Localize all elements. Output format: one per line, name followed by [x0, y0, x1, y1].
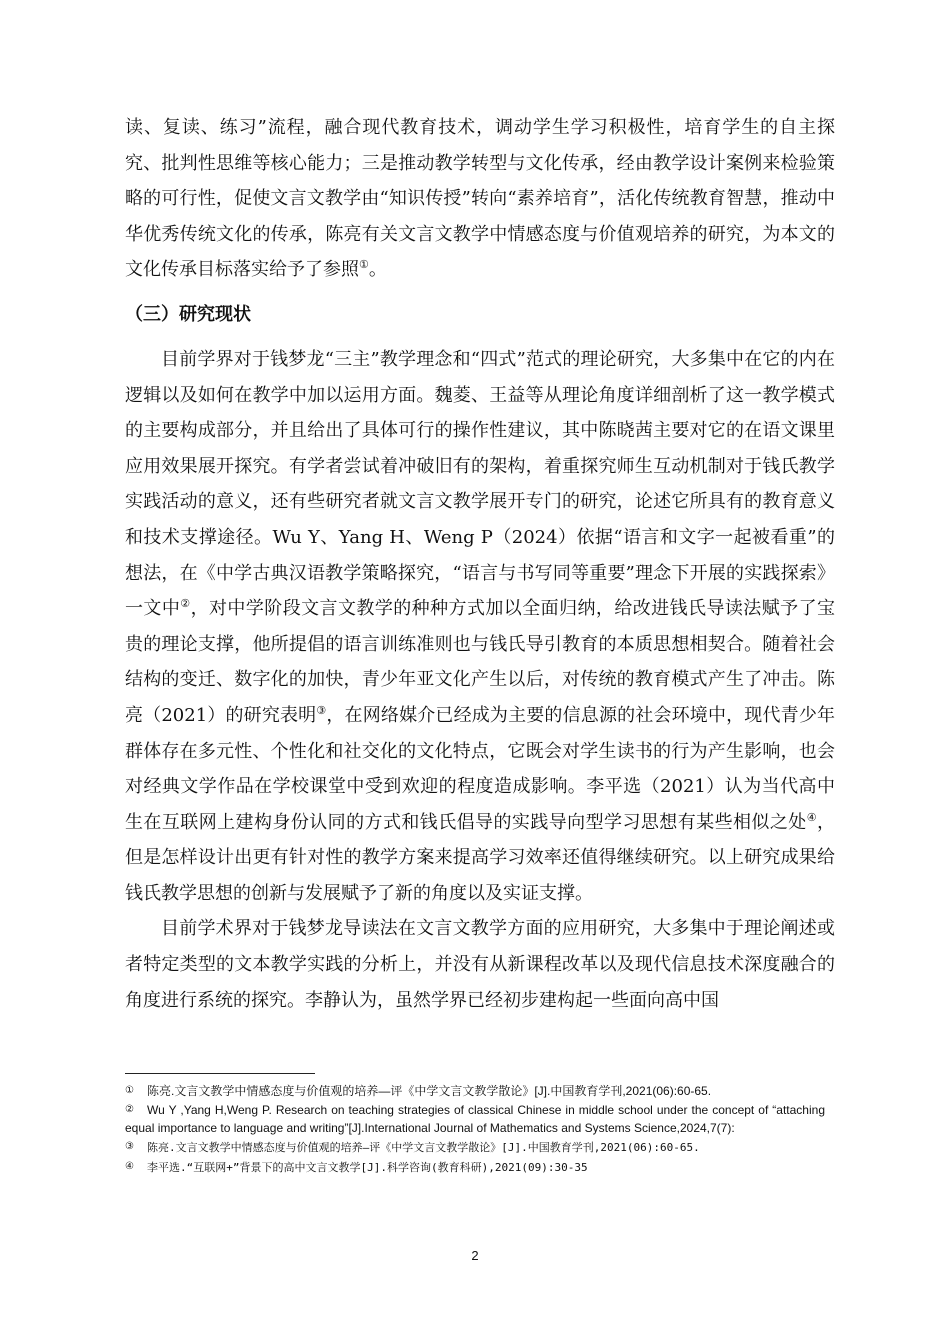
footnote-text-1: 陈亮.文言文教学中情感态度与价值观的培养—评《中学文言文教学散论》[J].中国教育学刊,2021(06):60-65.	[147, 1084, 712, 1098]
section-heading: （三）研究现状	[125, 303, 251, 325]
footnote-1	[125, 1082, 825, 1100]
footnote-mark-2: ②	[125, 1104, 134, 1115]
footnote-ref-4[interactable]: ④	[806, 810, 817, 824]
paragraph-1-text: 读、复读、练习”流程，融合现代教育技术，调动学生学习积极性，培育学生的自主探究、批判性思维等核心能力；三是推动教学转型与文化传承，经由教学设计案例来检验策略的可行性，促使文言文教学由“知识传授”转向“素养培育”，活化传统教育智慧，推动中华优秀传统文化的传承，陈亮有关文言文教学中情感态度与价值观培养的研究，为本文的文化传承目标落实给予了参照	[125, 117, 835, 281]
paragraph-2-text-b: ，对中学阶段文言文教学的种种方式加以全面归纳，给改进钱氏导读法赋予了宝贵的理论支撑，他所提倡的语言训练准则也与钱氏导引教育的本质思想相契合。随着社会结构的变迁、数字化的加快，青少年亚文化产生以后，对传统的教育模式产生了冲击。陈亮（2021）的研究表明	[125, 598, 836, 726]
body-text	[125, 110, 835, 1018]
footnote-ref-1[interactable]: ①	[359, 258, 369, 272]
footnote-ref-2[interactable]: ②	[180, 597, 191, 611]
footnote-mark-4: ④	[125, 1161, 134, 1172]
paragraph-1	[125, 110, 835, 288]
footnote-ref-3[interactable]: ③	[316, 703, 327, 717]
paragraph-3: 目前学术界对于钱梦龙导读法在文言文教学方面的应用研究，大多集中于理论阐述或者特定类型的文本教学实践的分析上，并没有从新课程改革以及现代信息技术深度融合的角度进行系统的探究。李静认为，虽然学界已经初步建构起一些面向高中国	[125, 918, 835, 1011]
footnotes	[125, 1082, 825, 1178]
footnote-mark-3: ③	[125, 1141, 134, 1152]
footnote-text-3: 陈亮.文言文教学中情感态度与价值观的培养—评《中学文言文教学散论》[J].中国教育学刊,2021(06):60-65.	[147, 1141, 700, 1154]
footnote-2	[125, 1101, 825, 1137]
paragraph-1-end: 。	[368, 259, 387, 281]
paragraph-2-text-a: 目前学界对于钱梦龙“三主”教学理念和“四式”范式的理论研究，大多集中在它的内在逻辑以及如何在教学中加以运用方面。魏菱、王益等从理论角度详细剖析了这一教学模式的主要构成部分，并且给出了具体可行的操作性建议，其中陈晓茜主要对它的在语文课里应用效果展开探究。有学者尝试着冲破旧有的架构，着重探究师生互动机制对于钱氏教学实践活动的意义，还有些研究者就文言文教学展开专门的研究，论述它所具有的教育意义和技术支撑途径。Wu Y、Yang H、Weng P（2024）依据“语言和文字一起被看重”的想法，在《中学古典汉语教学策略探究，“语言与书写同等重要”理念下开展的实践探索》一文中	[125, 348, 835, 620]
footnote-separator	[125, 1073, 315, 1074]
footnote-text-2: Wu Y ,Yang H,Weng P. Research on teaching strategies of classical Chinese in middle school under the concept of “attaching equal importance to language and writing”[J].International Journal of Mathematics and Systems Science,2024,7(7):	[125, 1103, 825, 1135]
paragraph-2-text-c: ，在网络媒介已经成为主要的信息源的社会环境中，现代青少年群体存在多元性、个性化和社交化的文化特点，它既会对学生读书的行为产生影响，也会对经典文学作品在学校课堂中受到欢迎的程度造成影响。李平选（2021）认为当代高中生在互联网上建构身份认同的方式和钱氏倡导的实践导向型学习思想有某些相似之处	[125, 704, 835, 833]
footnote-mark-1: ①	[125, 1085, 134, 1096]
paragraph-2-text-d: ，但是怎样设计出更有针对性的教学方案来提高学习效率还值得继续研究。以上研究成果给钱氏教学思想的创新与发展赋予了新的角度以及实证支撑。	[125, 811, 835, 904]
paragraph-2	[125, 342, 835, 912]
footnote-text-4: 李平选.“互联网+”背景下的高中文言文教学[J].科学咨询(教育科研),2021(09):30-35	[147, 1161, 588, 1174]
footnote-4	[125, 1158, 825, 1177]
page-number: 2	[471, 1248, 479, 1263]
footnote-3	[125, 1138, 825, 1157]
